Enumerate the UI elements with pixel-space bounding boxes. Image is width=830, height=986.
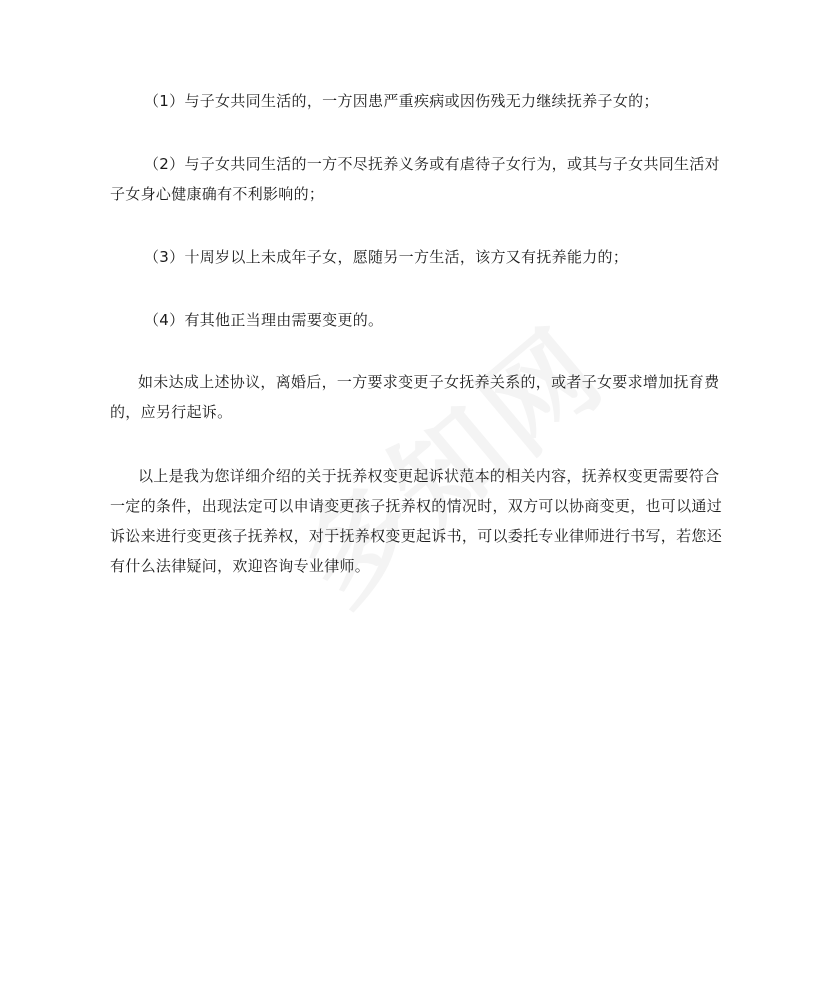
watermark [261,285,634,634]
paragraph-summary: 以上是我为您详细介绍的关于抚养权变更起诉状范本的相关内容，抚养权变更需要符合一定的条件，出现法定可以申请变更孩子抚养权的情况时，双方可以协商变更，也可以通过诉讼来进行变更孩子抚养权，对于抚养权变更起诉书，可以委托专业律师进行书写，若您还有什么法律疑问，欢迎咨询专业律师。 [110,467,723,575]
paragraph-condition-3: （3）十周岁以上未成年子女，愿随另一方生活，该方又有抚养能力的； [144,248,629,266]
paragraph-lawsuit-note: 如未达成上述协议，离婚后，一方要求变更子女抚养关系的，或者子女要求增加抚育费的，应另行起诉。 [110,373,720,421]
paragraph-condition-2: （2）与子女共同生活的一方不尽抚养义务或有虐待子女行为，或其与子女共同生活对子女身心健康确有不利影响的； [110,155,720,203]
paragraph-condition-4: （4）有其他正当理由需要变更的。 [144,311,384,329]
paragraph-condition-1: （1）与子女共同生活的，一方因患严重疾病或因伤残无力继续抚养子女的； [144,92,659,110]
